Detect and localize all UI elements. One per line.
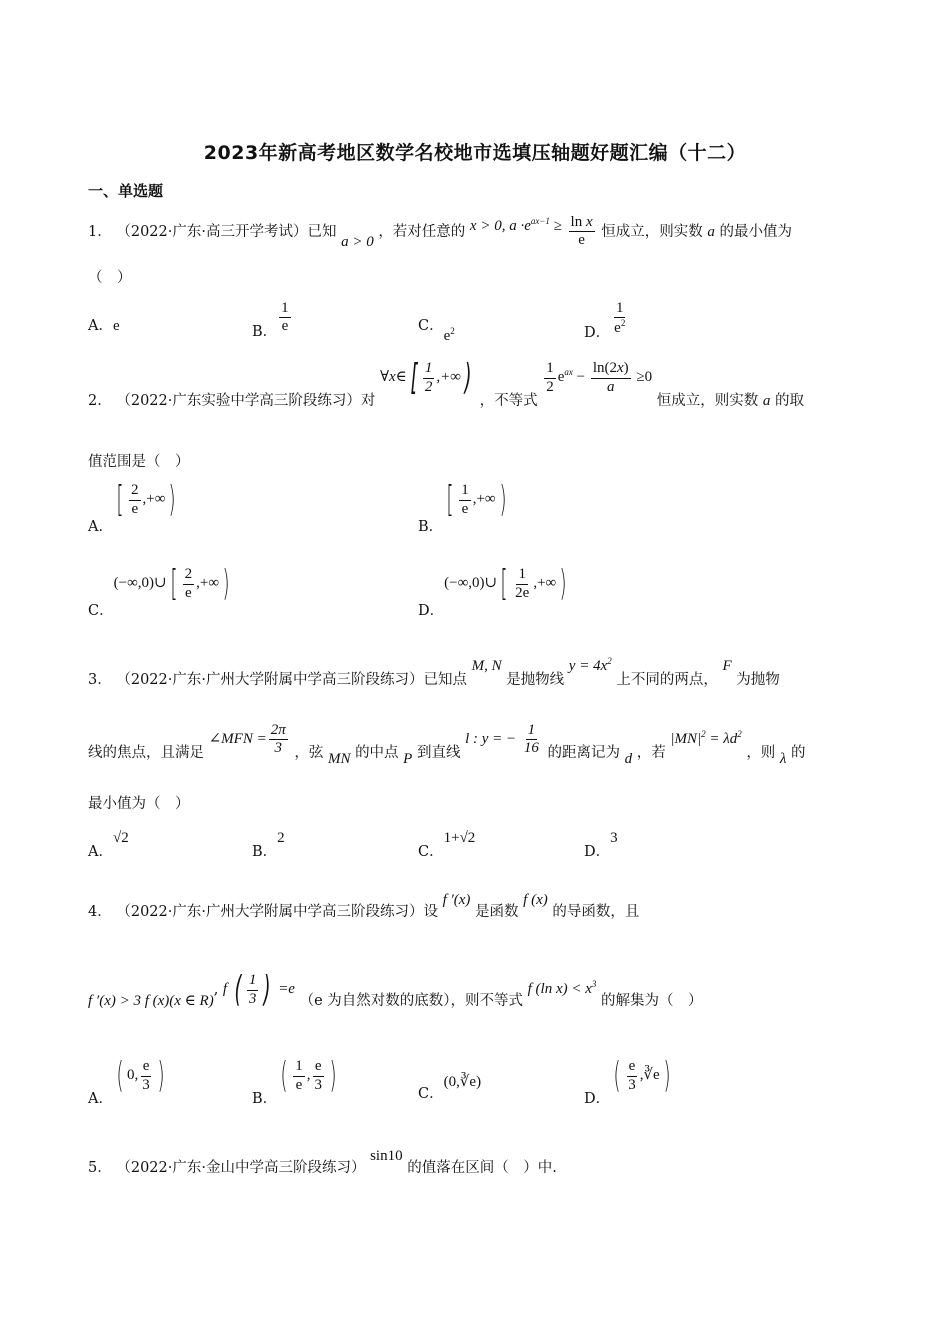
q3-math-parabola: $y = 4x^2$ <box>568 656 612 674</box>
q2-option-b: B．[ $\frac{1}{e}$ ,+∞) <box>418 479 507 536</box>
q3-math-mn: M, N <box>471 658 502 674</box>
q3-option-b: B．2 <box>252 830 285 860</box>
q3-line-3: 最小值为（ ） <box>88 796 190 812</box>
q4-option-d: D．( $\frac{e}{3}$ ,∛e) <box>584 1055 671 1108</box>
q4-math-value: f ( $\frac{1}{3}$ ) =e <box>222 969 295 1010</box>
q4-option-b: B．( $\frac{1}{e}$ , $\frac{e}{3}$ ) <box>252 1055 337 1108</box>
q1-option-b: B． $\frac{1}{e}$ <box>252 300 289 340</box>
q3-math-f: F <box>722 658 732 674</box>
q3-math-angle: ∠MFN = $\frac{2\pi}{3}$ <box>208 722 286 757</box>
question-3: 3． （2022·广东·广州大学附属中学高三阶段练习）已知点 M, N 是抛物线 $y = 4x^2$ 上不同的两点， F 为抛物 <box>88 656 780 688</box>
q4-math-derivative: f ′(x) <box>442 892 471 908</box>
q4-line-2: f ′(x) > 3 f (x)(x ∈ R), f ( $\frac{1}{3}$ ) =e （e 为自然对数的底数），则不等式 f (ln $x) < x^3$ 的解集为（ ） <box>88 969 703 1010</box>
q1-option-d: D． $\frac{1}{e^2}$ <box>584 300 626 341</box>
q1-number: 1． <box>88 223 112 240</box>
q4-option-a: A．( 0, $\frac{e}{3}$ ) <box>88 1055 165 1108</box>
q3-math-relation: $|MN|^2 = \lambda d^2$ <box>670 729 742 748</box>
q4-math-condition: f ′(x) > 3 f (x)(x ∈ R) <box>88 993 214 1010</box>
q3-line-2: 线的焦点，且满足 ∠MFN = $\frac{2\pi}{3}$ ，弦 MN 的中点 P 到直线 l : y = − $\frac{1}{16}$ 的距离记为 d ，若 $|MN|^2 = \lambda d^2$ ，则 λ 的 <box>88 722 806 768</box>
question-2: 2． （2022·广东实验中学高三阶段练习）对 ∀x∈[ $\frac{1}{2}$ ,+∞) ，不等式 $\frac{1}{2}$ $e^{ax}$ − $\frac{\ln(2x)}{a}$ ≥0 恒成立，则实数 a 的取 <box>88 357 804 410</box>
q2-option-d: D．(−∞,0)∪[ $\frac{1}{2e}$ ,+∞) <box>418 563 567 620</box>
q1-math-condition: x > 0, $a \cdot e^{ax-1}$ ≥ <box>469 215 562 234</box>
q1-option-a: A．e <box>88 318 120 334</box>
q2-stem-cont: 值范围是（ ） <box>88 454 190 470</box>
question-4: 4． （2022·广东·广州大学附属中学高三阶段练习）设 f ′(x) 是函数 f (x) 的导函数，且 <box>88 892 640 920</box>
q5-math-expr: sin10 <box>370 1148 403 1164</box>
q3-option-a: A．√2 <box>88 830 129 860</box>
question-5: 5． （2022·广东·金山中学高三阶段练习） sin10 的值落在区间（ ）中. <box>88 1148 557 1176</box>
q2-option-c: C．(−∞,0)∪[ $\frac{2}{e}$ ,+∞) <box>88 563 230 620</box>
q2-math-inequality: $\frac{1}{2}$ $e^{ax}$ − $\frac{\ln(2x)}{a}$ ≥0 <box>546 360 653 395</box>
page-title: 2023年新高考地区数学名校地市选填压轴题好题汇编（十二） <box>203 142 747 164</box>
q4-option-c: C．(0,∛e) <box>418 1074 482 1102</box>
q1-math-fraction: $\frac{\text{ln x}}{e}$ <box>570 214 593 249</box>
q4-math-f: f (x) <box>523 892 548 908</box>
q3-math-line: l : y = − $\frac{1}{16}$ <box>465 722 539 757</box>
q3-option-d: D．3 <box>584 830 618 860</box>
q1-blank: （ ） <box>88 270 132 286</box>
q1-source: （2022·广东·高三开学考试）已知 <box>116 223 337 240</box>
section-heading: 一、单选题 <box>88 182 164 200</box>
q1-option-c: C．$e^2$ <box>418 318 455 344</box>
q1-math-a-gt-0: a > 0 <box>341 233 374 250</box>
q2-option-a: A．[ $\frac{2}{e}$ ,+∞) <box>88 479 176 536</box>
question-1: 1． （2022·广东·高三开学考试）已知 a > 0 ，若对任意的 x > 0, $a \cdot e^{ax-1}$ ≥ $\frac{\text{ln x}}{e}$ 恒成立，则实数 a 的最小值为 <box>88 214 792 250</box>
q4-math-inequality: f (ln $x) < x^3$ <box>527 979 597 998</box>
q3-option-c: C．1+√2 <box>418 830 476 860</box>
q2-math-domain: ∀x∈[ $\frac{1}{2}$ ,+∞) <box>379 357 472 398</box>
